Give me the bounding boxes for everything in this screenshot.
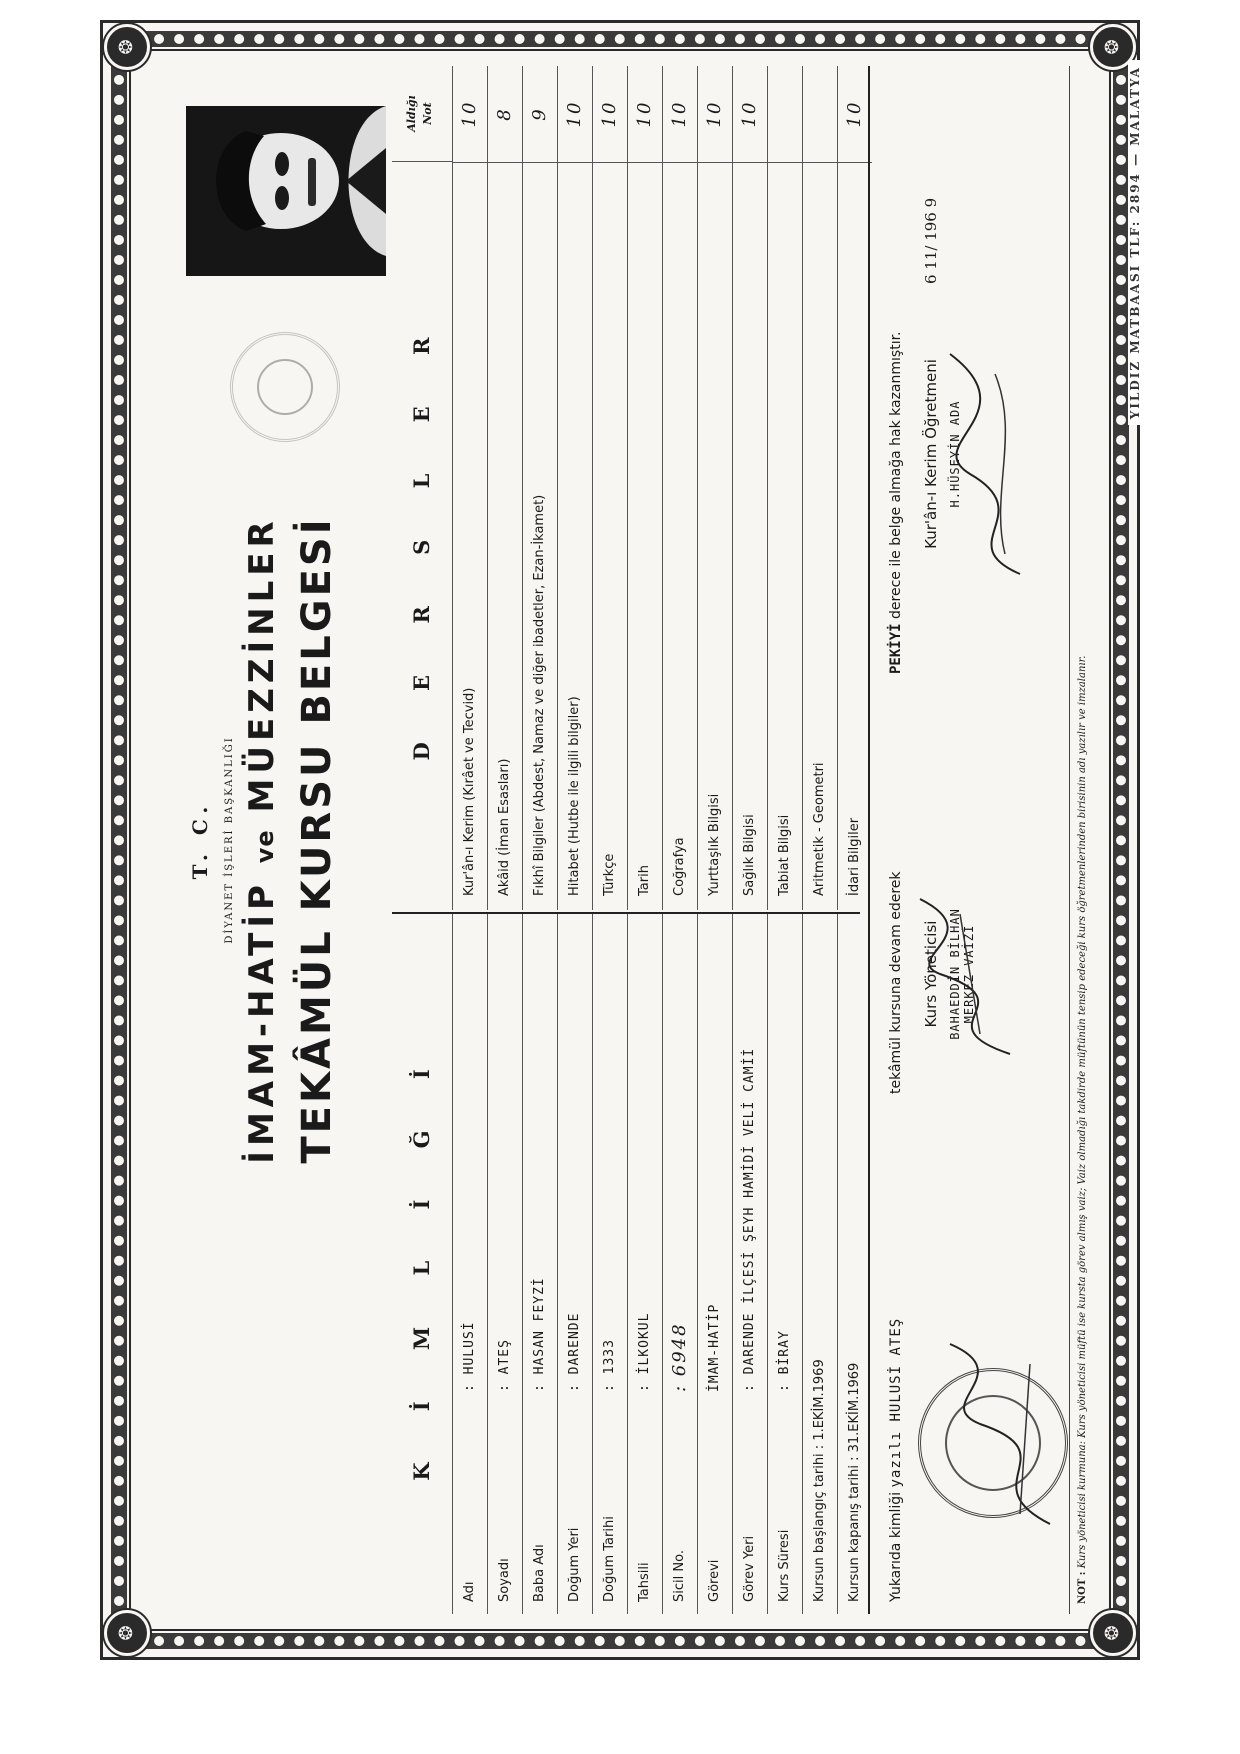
course-grade: 10 bbox=[733, 66, 767, 163]
course-row bbox=[767, 66, 802, 910]
course-subject: Coğrafya bbox=[672, 837, 687, 896]
identity-row bbox=[452, 914, 487, 1614]
identity-label: Adı bbox=[462, 1581, 477, 1602]
identity-value: : İLKOKUL bbox=[637, 1312, 652, 1392]
certificate-header bbox=[146, 66, 376, 1614]
identity-label: Kursun başlangıç tarihi : 1.EKİM.1969 bbox=[812, 1359, 827, 1602]
stamp-signature bbox=[910, 1324, 1080, 1544]
certificate-title-line1 bbox=[242, 66, 282, 1614]
identity-label: Görevi bbox=[707, 1559, 722, 1602]
identity-value: : 1333 bbox=[602, 1339, 617, 1392]
identity-statement bbox=[888, 1318, 904, 1602]
course-row bbox=[522, 66, 557, 910]
course-grade: 10 bbox=[453, 66, 487, 163]
course-subject: Yurttaşlık Bilgisi bbox=[707, 793, 722, 896]
identity-row bbox=[837, 914, 872, 1614]
identity-label: Kursun kapanış tarihi : 31.EKİM.1969 bbox=[847, 1362, 862, 1602]
result-statement bbox=[888, 331, 904, 674]
identity-value: : DARENDE İLÇESİ ŞEYH HAMİDİ VELİ CAMİİ bbox=[742, 1047, 757, 1392]
course-grade: 10 bbox=[698, 66, 732, 163]
identity-label: Soyadı bbox=[497, 1558, 512, 1602]
courses-table bbox=[392, 66, 865, 910]
identity-row bbox=[697, 914, 732, 1614]
footnote bbox=[1069, 66, 1096, 1614]
corner-ornament: ❂ bbox=[104, 24, 150, 70]
course-grade: 8 bbox=[488, 66, 522, 163]
certificate-title-line2: TEKÂMÜL KURSU BELGESİ bbox=[294, 516, 340, 1164]
corner-ornament: ❂ bbox=[1090, 24, 1136, 70]
course-subject: Aritmetik - Geometri bbox=[812, 762, 827, 896]
grade-column-heading bbox=[392, 66, 452, 162]
title-part1: İMAM-HATİP bbox=[242, 880, 282, 1164]
identity-row bbox=[662, 914, 697, 1614]
identity-row bbox=[767, 914, 802, 1614]
course-row bbox=[732, 66, 767, 910]
identity-row bbox=[522, 914, 557, 1614]
corner-ornament: ❂ bbox=[104, 1610, 150, 1656]
identity-row bbox=[732, 914, 767, 1614]
course-grade: 10 bbox=[558, 66, 592, 163]
title-part2: MÜEZZİNLER bbox=[242, 516, 282, 813]
printer-credit: YILDIZ MATBAASI TLF: 2894 — MALATYA bbox=[1128, 60, 1142, 425]
identity-label: Baba Adı bbox=[532, 1544, 547, 1602]
identity-prefix: Yukarıda kimliği bbox=[888, 1491, 904, 1602]
course-row bbox=[592, 66, 627, 910]
identity-label: Doğum Yeri bbox=[567, 1527, 582, 1602]
state-label: T. C. bbox=[188, 800, 212, 880]
director-name: BAHAEDDİN BİLHAN bbox=[948, 908, 962, 1040]
identity-value: : BİRAY bbox=[777, 1330, 792, 1392]
identity-label: Sicil No. bbox=[672, 1550, 687, 1602]
identity-label: Doğum Tarihi bbox=[602, 1516, 617, 1602]
identity-name: yazılı HULUSİ ATEŞ bbox=[888, 1317, 904, 1488]
identity-row bbox=[802, 914, 837, 1614]
identity-value: İMAM-HATİP bbox=[707, 1303, 722, 1392]
identity-row bbox=[592, 914, 627, 1614]
footnote-text: Kurs yöneticisi kurmuna: Kurs yöneticisi müftü ise kursta görev almış vaiz; Vaiz olmadığı takdirde müftünün tensip edeceği kurs öğretmenlerinden birisinin adı yazılır ve imzalanır. bbox=[1077, 655, 1088, 1569]
identity-label: Tahsili bbox=[637, 1562, 652, 1602]
course-grade: 10 bbox=[838, 66, 872, 163]
teacher-role: Kur'ân-ı Kerim Öğretmeni bbox=[922, 359, 940, 549]
identity-row bbox=[627, 914, 662, 1614]
course-subject: Akâid (İman Esasları) bbox=[497, 758, 512, 896]
certificate-footer bbox=[868, 66, 1096, 1614]
result-rest: derece ile belge almağa hak kazanmıştır. bbox=[888, 331, 904, 619]
certificate-sheet bbox=[100, 20, 1140, 1660]
course-subject: Kur'ân-ı Kerim (Kırâet ve Tecvid) bbox=[462, 687, 477, 896]
issue-date: 6 11/ 196 9 bbox=[922, 197, 940, 284]
course-subject: İdari Bilgiler bbox=[847, 817, 862, 896]
identity-label: Görev Yeri bbox=[742, 1535, 757, 1602]
course-row bbox=[557, 66, 592, 910]
course-row bbox=[837, 66, 872, 910]
corner-ornament: ❂ bbox=[1090, 1610, 1136, 1656]
identity-label: Kurs Süresi bbox=[777, 1529, 792, 1602]
grade-heading-line2: Not bbox=[421, 102, 434, 125]
footnote-label: NOT : bbox=[1077, 1571, 1088, 1604]
course-subject: Türkçe bbox=[602, 853, 617, 896]
course-subject: Fıkhî Bilgiler (Abdest, Namaz ve diğer ibadetler, Ezan-İkamet) bbox=[532, 494, 547, 896]
course-grade bbox=[803, 66, 837, 163]
course-row bbox=[452, 66, 487, 910]
course-grade: 10 bbox=[628, 66, 662, 163]
identity-value: : HULUSİ bbox=[462, 1321, 477, 1392]
identity-row bbox=[557, 914, 592, 1614]
course-subject: Hitabet (Hutbe ile ilgili bilgiler) bbox=[567, 696, 582, 896]
teacher-name: H.HÜSEYİN ADA bbox=[948, 400, 962, 508]
director-title: MERKEZ VAİZİ bbox=[962, 924, 976, 1024]
course-row bbox=[802, 66, 837, 910]
course-grade bbox=[768, 66, 802, 163]
course-grade: 9 bbox=[523, 66, 557, 163]
identity-table bbox=[392, 912, 860, 1614]
certificate-body bbox=[146, 66, 1094, 1614]
teacher-signature bbox=[910, 344, 1060, 584]
ministry-label: DİYANET İŞLERİ BAŞKANLIĞI bbox=[224, 736, 235, 944]
director-role: Kurs Yöneticisi bbox=[922, 920, 940, 1028]
embossed-seal bbox=[230, 332, 340, 442]
result-word: PEKİYİ bbox=[888, 623, 904, 674]
director-signature bbox=[890, 874, 1040, 1074]
courses-heading: D E R S L E R bbox=[409, 315, 434, 761]
course-row bbox=[662, 66, 697, 910]
title-connector: ve bbox=[251, 829, 279, 864]
course-grade: 10 bbox=[593, 66, 627, 163]
course-subject: Tabiat Bilgisi bbox=[777, 814, 792, 896]
portrait-photo bbox=[186, 106, 386, 276]
course-subject: Sağlık Bilgisi bbox=[742, 814, 757, 896]
course-row bbox=[487, 66, 522, 910]
course-grade: 10 bbox=[663, 66, 697, 163]
identity-value: : HASAN FEYZİ bbox=[532, 1277, 547, 1392]
continuation-statement: tekâmül kursuna devam ederek bbox=[888, 871, 904, 1094]
courses-header bbox=[392, 66, 452, 910]
identity-value: : ATEŞ bbox=[497, 1339, 512, 1392]
identity-row bbox=[487, 914, 522, 1614]
grade-heading-line1: Aldığı bbox=[405, 95, 418, 132]
identity-heading: K İ M L İ Ğ İ bbox=[409, 1047, 434, 1481]
course-row bbox=[627, 66, 662, 910]
content-tables bbox=[392, 66, 865, 1614]
identity-value: : DARENDE bbox=[567, 1312, 582, 1392]
course-row bbox=[697, 66, 732, 910]
course-subject: Tarih bbox=[637, 865, 652, 896]
identity-value: : 6948 bbox=[669, 1322, 690, 1392]
